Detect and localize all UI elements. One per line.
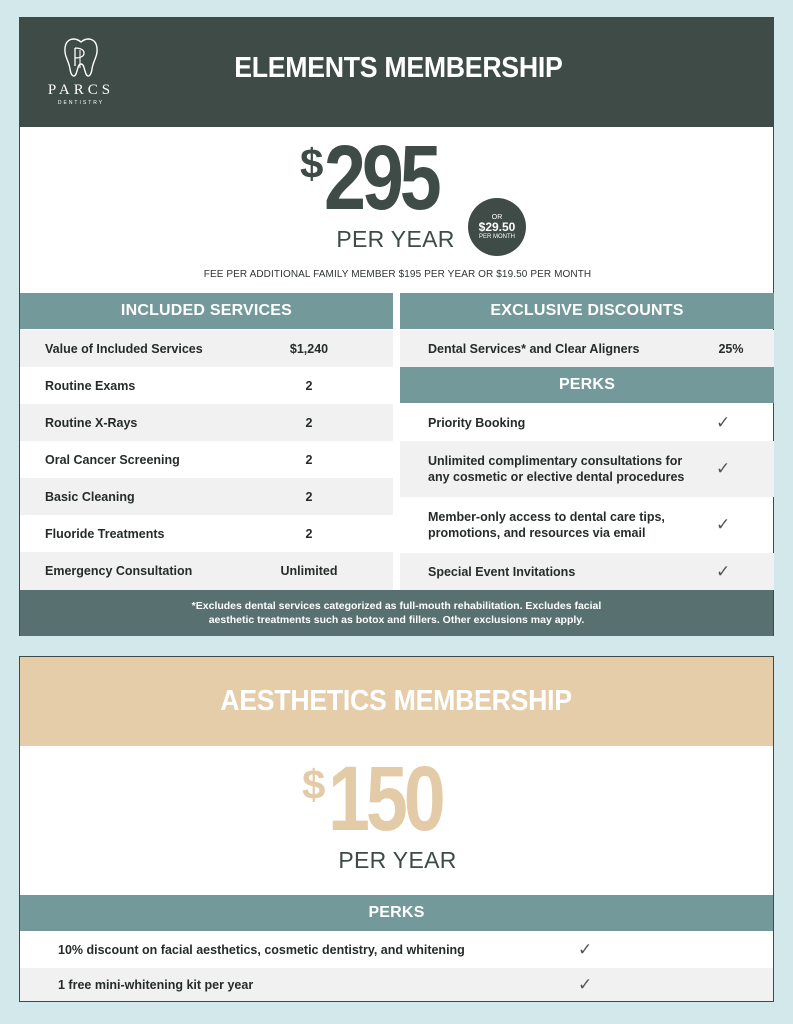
checkmark-icon: ✓ <box>716 459 731 479</box>
discount-label: Dental Services* and Clear Aligners <box>428 341 640 356</box>
aesthetics-header <box>20 657 773 746</box>
badge-amount: $29.50 <box>478 220 516 235</box>
checkmark-icon: ✓ <box>578 940 593 960</box>
perk-line: any cosmetic or elective dental procedures <box>428 470 685 484</box>
service-label: Routine X-Rays <box>45 415 138 430</box>
service-label: Value of Included Services <box>45 341 203 356</box>
included-services-header: INCLUDED SERVICES <box>20 293 393 329</box>
badge-period: PER MONTH <box>479 233 515 240</box>
service-value: 2 <box>305 526 313 541</box>
price-currency: $ <box>302 761 326 808</box>
discount-value: 25% <box>718 341 744 356</box>
perk-label: Priority Booking <box>428 415 526 430</box>
checkmark-icon: ✓ <box>716 515 731 535</box>
aesthetics-perk-row <box>20 968 773 1001</box>
service-value: 2 <box>305 415 313 430</box>
price-amount: 150 <box>328 748 442 850</box>
included-row <box>20 330 393 367</box>
service-label: Routine Exams <box>45 378 136 393</box>
included-row <box>20 515 393 552</box>
service-label: Emergency Consultation <box>45 564 193 578</box>
perk-line: Unlimited complimentary consultations for <box>428 453 683 468</box>
exclusive-discounts-header: EXCLUSIVE DISCOUNTS <box>400 293 774 329</box>
elements-membership-card <box>19 17 774 636</box>
exclusions-footnote <box>20 590 773 636</box>
perk-label <box>428 509 665 542</box>
checkmark-icon: ✓ <box>716 561 731 582</box>
service-label: Fluoride Treatments <box>45 526 165 541</box>
price-currency: $ <box>300 140 324 187</box>
perk-row <box>400 404 774 441</box>
included-row <box>20 441 393 478</box>
service-value: Unlimited <box>280 564 338 578</box>
service-value: 2 <box>305 489 313 504</box>
family-fee-note: FEE PER ADDITIONAL FAMILY MEMBER $195 PER YEAR OR $19.50 PER MONTH <box>203 269 592 280</box>
logo-name: PARCS <box>47 82 115 98</box>
logo-subtitle: DENTISTRY <box>57 100 105 106</box>
aesthetics-perks-header: PERKS <box>20 895 773 931</box>
service-label: Basic Cleaning <box>45 489 135 504</box>
price-period: PER YEAR <box>336 226 455 252</box>
monthly-price-badge <box>468 198 526 256</box>
service-value: 2 <box>305 378 313 393</box>
included-row <box>20 367 393 404</box>
price-period: PER YEAR <box>338 847 457 873</box>
perks-header: PERKS <box>400 367 774 403</box>
perk-label: 10% discount on facial aesthetics, cosmetic dentistry, and whitening <box>58 943 465 957</box>
service-value: $1,240 <box>289 341 329 356</box>
checkmark-icon: ✓ <box>716 412 731 433</box>
perk-row <box>400 553 774 590</box>
footnote-line: *Excludes dental services categorized as full-mouth rehabilitation. Excludes facial <box>191 599 602 612</box>
perk-row <box>400 497 774 553</box>
checkmark-icon: ✓ <box>578 974 593 995</box>
perk-label: Special Event Invitations <box>428 564 576 579</box>
perk-line: Member-only access to dental care tips, <box>428 509 665 524</box>
aesthetics-price <box>302 748 502 850</box>
perk-row <box>400 441 774 497</box>
discount-row <box>400 330 774 367</box>
aesthetics-membership-card <box>19 656 774 1002</box>
included-row <box>20 404 393 441</box>
perk-label: 1 free mini-whitening kit per year <box>58 977 254 992</box>
elements-header <box>20 18 773 127</box>
service-label: Oral Cancer Screening <box>45 452 180 467</box>
service-value: 2 <box>305 452 313 467</box>
badge-or: OR <box>491 213 503 221</box>
aesthetics-title: AESTHETICS MEMBERSHIP <box>220 685 573 717</box>
perk-line: promotions, and resources via email <box>428 526 646 540</box>
included-row <box>20 478 393 515</box>
footnote-line: aesthetic treatments such as botox and fillers. Other exclusions may apply. <box>208 614 585 626</box>
perk-label <box>428 453 684 486</box>
included-row <box>20 552 393 590</box>
aesthetics-perk-row <box>20 932 773 968</box>
price-amount: 295 <box>324 127 438 229</box>
elements-title: ELEMENTS MEMBERSHIP <box>234 52 563 84</box>
